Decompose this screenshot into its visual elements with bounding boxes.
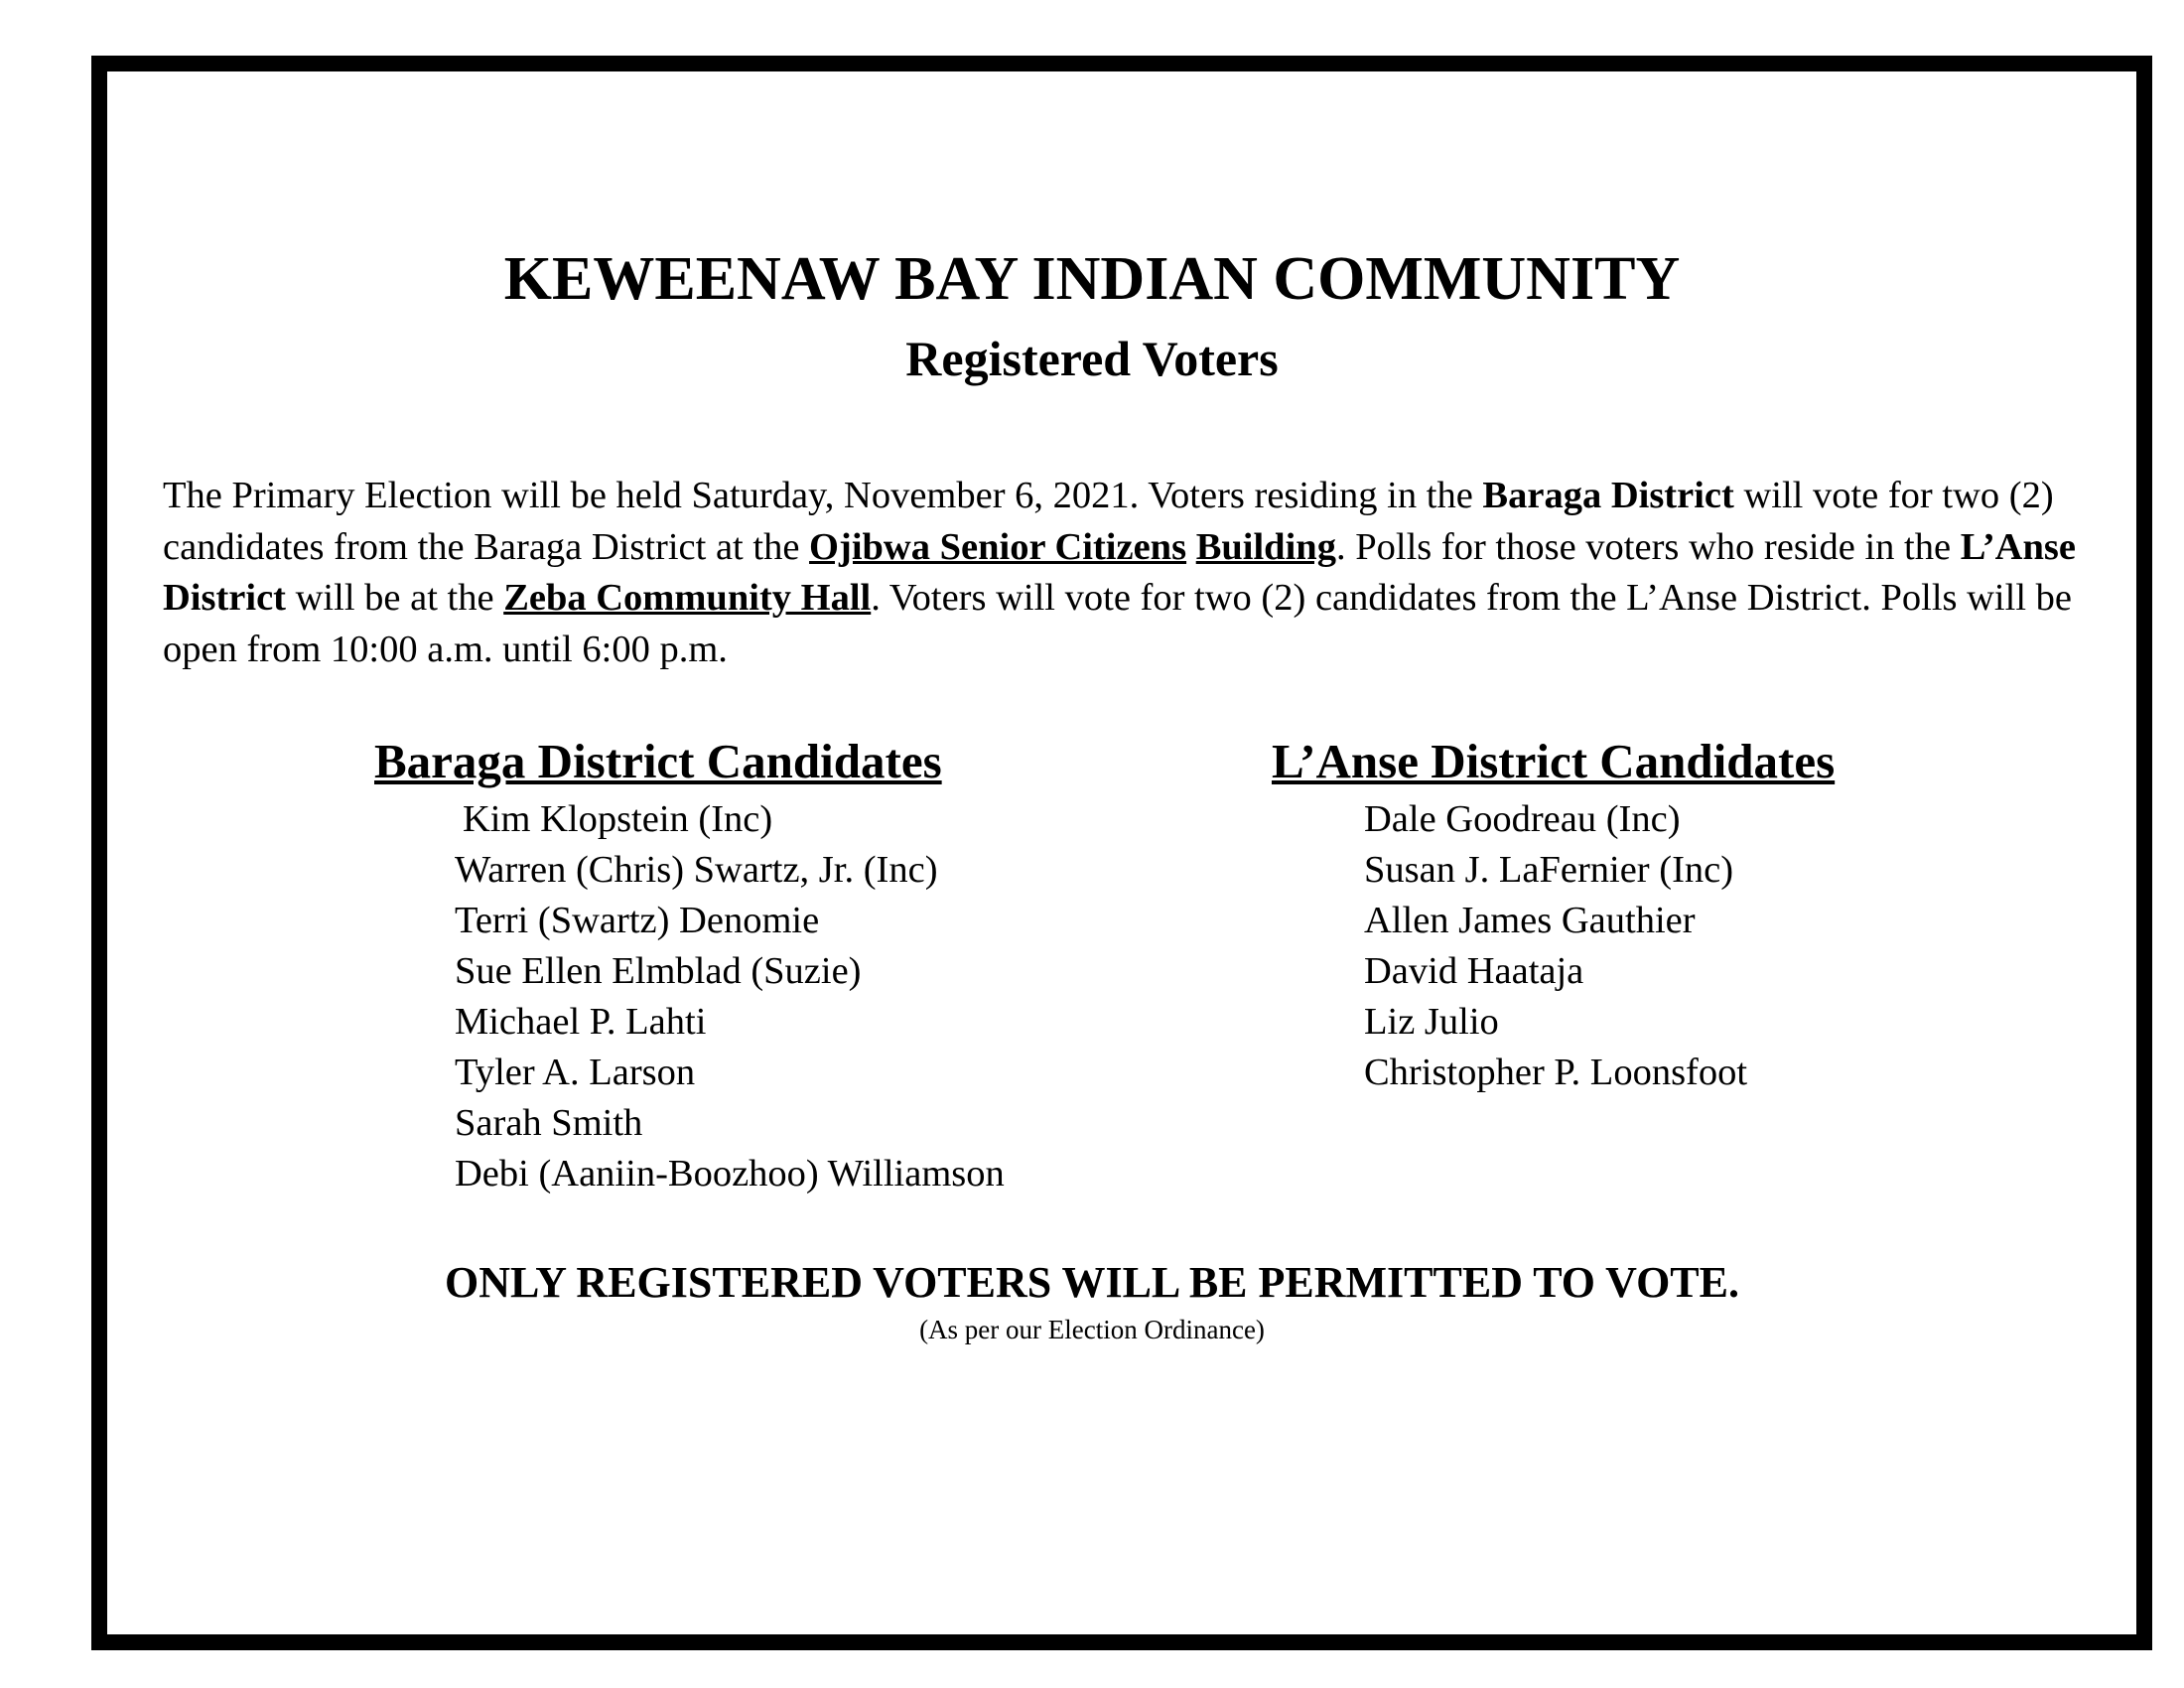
lanse-candidate-list <box>1364 794 1747 1098</box>
lanse-district-emphasis: L’Anse District <box>163 525 2076 619</box>
candidate-name: Sue Ellen Elmblad (Suzie) <box>455 950 862 992</box>
lanse-candidates-heading: L’Anse District Candidates <box>1272 734 1836 788</box>
baraga-candidates-heading: Baraga District Candidates <box>374 734 942 788</box>
announcement-text: will vote for two (2) candidates from the Baraga District at the <box>163 475 2054 568</box>
candidate-name: Susan J. LaFernier (Inc) <box>1364 849 1734 891</box>
candidate-name: Allen James Gauthier <box>1364 900 1696 941</box>
election-announcement <box>163 471 2099 675</box>
page-subtitle: Registered Voters <box>905 331 1279 386</box>
announcement-text: . Voters will vote for two (2) candidates from the L’Anse District. Polls will be open from 10:00 a.m. until 6:00 p.m. <box>163 577 2072 670</box>
candidate-name: Tyler A. Larson <box>455 1052 696 1093</box>
candidate-name: Kim Klopstein (Inc) <box>463 798 773 840</box>
candidate-name: Debi (Aaniin-Boozhoo) Williamson <box>455 1153 1005 1195</box>
candidate-name: Dale Goodreau (Inc) <box>1364 798 1681 840</box>
announcement-text <box>1186 526 1196 568</box>
polling-location-lanse: Zeba Community Hall <box>503 577 872 619</box>
announcement-text: The Primary Election will be held Saturday, November 6, 2021. Voters residing in the <box>163 475 1483 516</box>
baraga-district-emphasis: Baraga District <box>1482 475 1734 516</box>
candidate-name: Terri (Swartz) Denomie <box>455 900 820 941</box>
candidate-name: David Haataja <box>1364 950 1584 992</box>
baraga-candidate-list <box>455 794 1005 1199</box>
candidate-name: Warren (Chris) Swartz, Jr. (Inc) <box>455 849 938 891</box>
announcement-text: will be at the <box>286 577 504 619</box>
polling-location-baraga-building: Building <box>1195 525 1336 568</box>
ordinance-note: (As per our Election Ordinance) <box>919 1315 1265 1344</box>
candidate-name: Sarah Smith <box>455 1102 643 1144</box>
candidate-name: Liz Julio <box>1364 1001 1499 1043</box>
announcement-text: . Polls for those voters who reside in the <box>1335 525 1961 568</box>
polling-location-baraga: Ojibwa Senior Citizens <box>809 525 1187 568</box>
page-title: KEWEENAW BAY INDIAN COMMUNITY <box>503 245 1681 313</box>
registered-voters-notice: ONLY REGISTERED VOTERS WILL BE PERMITTED TO VOTE. <box>444 1258 1739 1307</box>
candidate-name: Michael P. Lahti <box>455 1001 707 1043</box>
candidate-name: Christopher P. Loonsfoot <box>1364 1052 1748 1093</box>
